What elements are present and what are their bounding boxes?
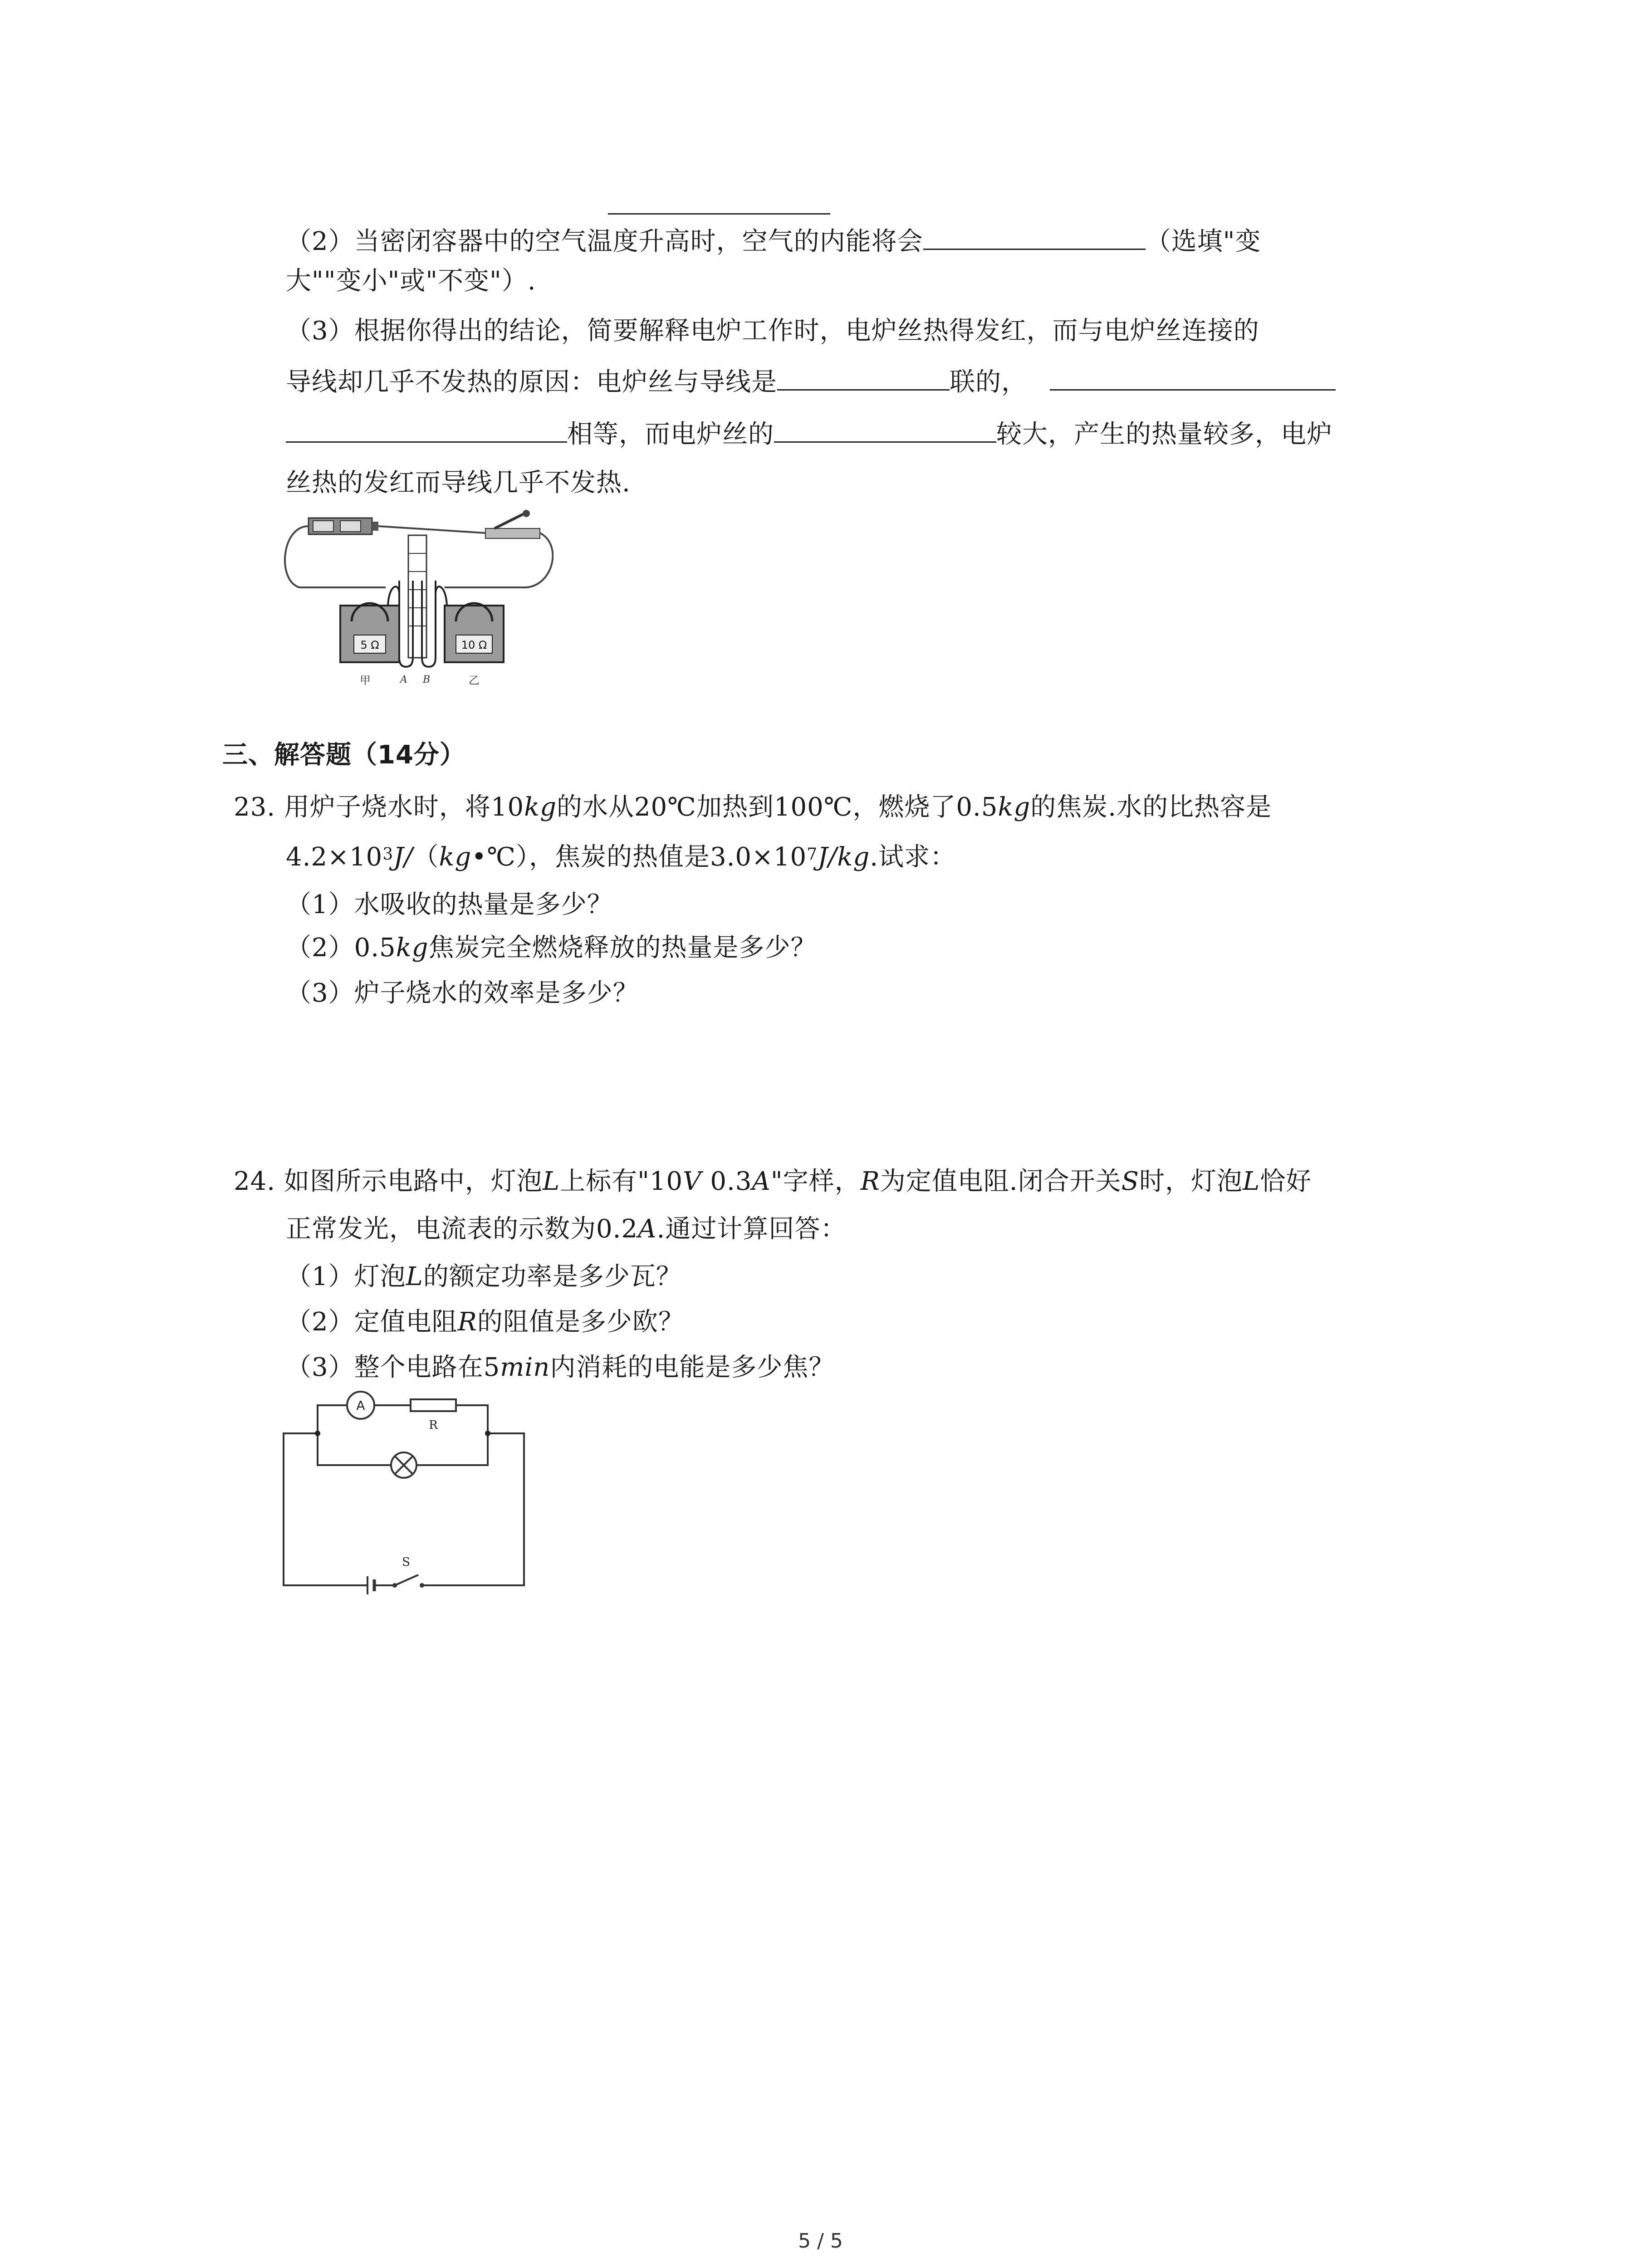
unit-v: V — [683, 1167, 702, 1196]
unit-min: min — [500, 1353, 550, 1382]
q22-part3-text6: 丝热的发红而导线几乎不发热. — [286, 468, 631, 498]
q24-text-g: 恰好 — [1260, 1167, 1312, 1196]
q22-part3-text2: 导线却几乎不发热的原因：电炉丝与导线是 — [286, 367, 777, 397]
q23-text-d: 4.2×10 — [286, 842, 383, 872]
q23-line2 — [286, 839, 956, 875]
q22-part2-text: （2）当密闭容器中的空气温度升高时，空气的内能将会 — [286, 227, 923, 256]
q24-line2 — [286, 1211, 846, 1247]
q24-sub3 — [286, 1349, 834, 1386]
q24-sub3-b: 内消耗的电能是多少焦？ — [550, 1353, 835, 1382]
q22-part2-option: （选填"变 — [1145, 227, 1261, 256]
label-yi: 乙 — [469, 674, 480, 687]
container-jia-icon — [340, 603, 399, 662]
q22-part3-line4 — [286, 465, 631, 501]
var-s: S — [1121, 1167, 1139, 1196]
answer-blank-equal-2[interactable] — [286, 415, 567, 443]
unit-jkg: J/kg — [818, 842, 870, 872]
answer-blank-equal-1[interactable] — [1050, 363, 1336, 391]
q24-text-e: 为定值电阻.闭合开关 — [880, 1167, 1122, 1196]
unit-a: A — [752, 1167, 771, 1196]
answer-blank-internal-energy[interactable] — [923, 222, 1146, 250]
label-b: B — [422, 674, 431, 685]
q22-part3-line1 — [286, 313, 1259, 349]
q23-text-g: .试求： — [870, 842, 956, 872]
answer-blank-connection[interactable] — [777, 363, 950, 391]
ammeter-icon — [347, 1392, 374, 1419]
q24-sub1-a: （1）灯泡 — [286, 1262, 406, 1291]
q24-text-b: 上标有"10 — [560, 1167, 683, 1196]
unit-kg: kg — [524, 792, 557, 822]
var-l: L — [406, 1262, 423, 1291]
q22-part3-text3: 联的， — [950, 367, 1027, 397]
resistor-label: R — [429, 1418, 438, 1432]
q23-sub2 — [286, 930, 816, 966]
q24-sub2 — [286, 1304, 684, 1340]
resistor-10-label: 10 Ω — [461, 639, 487, 651]
unit-a: A — [638, 1214, 657, 1244]
q23-text-f: •℃），焦炭的热值是3.0×10 — [471, 842, 807, 872]
q23-sub1: （1）水吸收的热量是多少？ — [286, 890, 613, 919]
q24-sub1 — [286, 1259, 682, 1295]
q24-text-d: "字样， — [770, 1167, 861, 1196]
q23-number: 23. — [234, 792, 276, 822]
page-number: 5 / 5 — [798, 2229, 843, 2253]
q24-text-f: 时，灯泡 — [1139, 1167, 1243, 1196]
junction-dot — [315, 1431, 320, 1436]
label-a: A — [400, 674, 407, 685]
unit-j: J/ — [393, 842, 413, 872]
switch-s-icon — [392, 1555, 424, 1588]
junction-dot — [485, 1431, 490, 1436]
q22-part3-text4: 相等，而电炉丝的 — [567, 420, 774, 449]
exponent-3: 3 — [382, 845, 394, 864]
var-r: R — [860, 1167, 880, 1196]
q22-part2-line2 — [286, 263, 536, 299]
q24-line1 — [234, 1163, 1312, 1200]
joule-heat-apparatus-figure — [272, 508, 554, 689]
battery-icon — [309, 518, 378, 534]
q23-sub3: （3）炉子烧水的效率是多少？ — [286, 978, 639, 1008]
q24-text-a: 如图所示电路中，灯泡 — [284, 1167, 543, 1196]
q23-text-a: 用炉子烧水时，将10 — [284, 792, 524, 822]
section-heading: 三、解答题（14分） — [222, 740, 465, 770]
var-l: L — [1242, 1167, 1260, 1196]
q23-sub2-b: 焦炭完全燃烧释放的热量是多少？ — [428, 933, 817, 963]
q22-part3-line2 — [286, 363, 1336, 401]
container-yi-icon — [445, 603, 504, 662]
q22-part3-line3 — [286, 415, 1332, 453]
q24-text-h: 正常发光，电流表的示数为0.2 — [286, 1214, 638, 1244]
var-r: R — [457, 1307, 477, 1337]
q22-part2-options: 大""变小"或"不变"）. — [286, 266, 536, 296]
resistor-icon — [411, 1399, 456, 1432]
unit-kg: kg — [439, 842, 472, 872]
var-l: L — [542, 1167, 560, 1196]
q23-sub2-a: （2）0.5 — [286, 933, 396, 963]
q22-part3-text: （3）根据你得出的结论，简要解释电炉工作时，电炉丝热得发红，而与电炉丝连接的 — [286, 316, 1259, 346]
switch-label: S — [402, 1555, 410, 1569]
answer-blank-resistance[interactable] — [774, 415, 996, 443]
q23-text-c: 的焦炭.水的比热容是 — [1030, 792, 1272, 822]
q23-line1 — [234, 789, 1272, 826]
unit-kg: kg — [396, 933, 429, 963]
q24-text-c: 0.3 — [701, 1167, 752, 1196]
resistor-5-label: 5 Ω — [360, 639, 379, 651]
q22-part3-text5: 较大，产生的热量较多，电炉 — [996, 420, 1332, 449]
q24-sub3-a: （3）整个电路在5 — [286, 1353, 500, 1382]
exponent-7: 7 — [807, 845, 818, 864]
q24-text-i: .通过计算回答： — [656, 1214, 847, 1244]
answer-blank-top — [608, 213, 830, 215]
q24-sub2-a: （2）定值电阻 — [286, 1307, 458, 1337]
switch-icon — [485, 510, 540, 538]
q24-sub1-b: 的额定功率是多少瓦？ — [423, 1262, 682, 1291]
q24-sub2-b: 的阻值是多少欧？ — [477, 1307, 684, 1337]
ammeter-label: A — [356, 1398, 365, 1413]
q23-text-b: 的水从20℃加热到100℃，燃烧了0.5 — [556, 792, 998, 822]
q23-text-e: （ — [413, 842, 439, 872]
unit-kg: kg — [998, 792, 1031, 822]
q24-number: 24. — [234, 1167, 276, 1196]
lamp-icon — [391, 1452, 416, 1478]
label-jia: 甲 — [360, 674, 371, 687]
q22-part2-line1 — [286, 222, 1261, 260]
circuit-diagram-figure — [272, 1388, 535, 1601]
battery-cell-icon — [367, 1576, 395, 1594]
